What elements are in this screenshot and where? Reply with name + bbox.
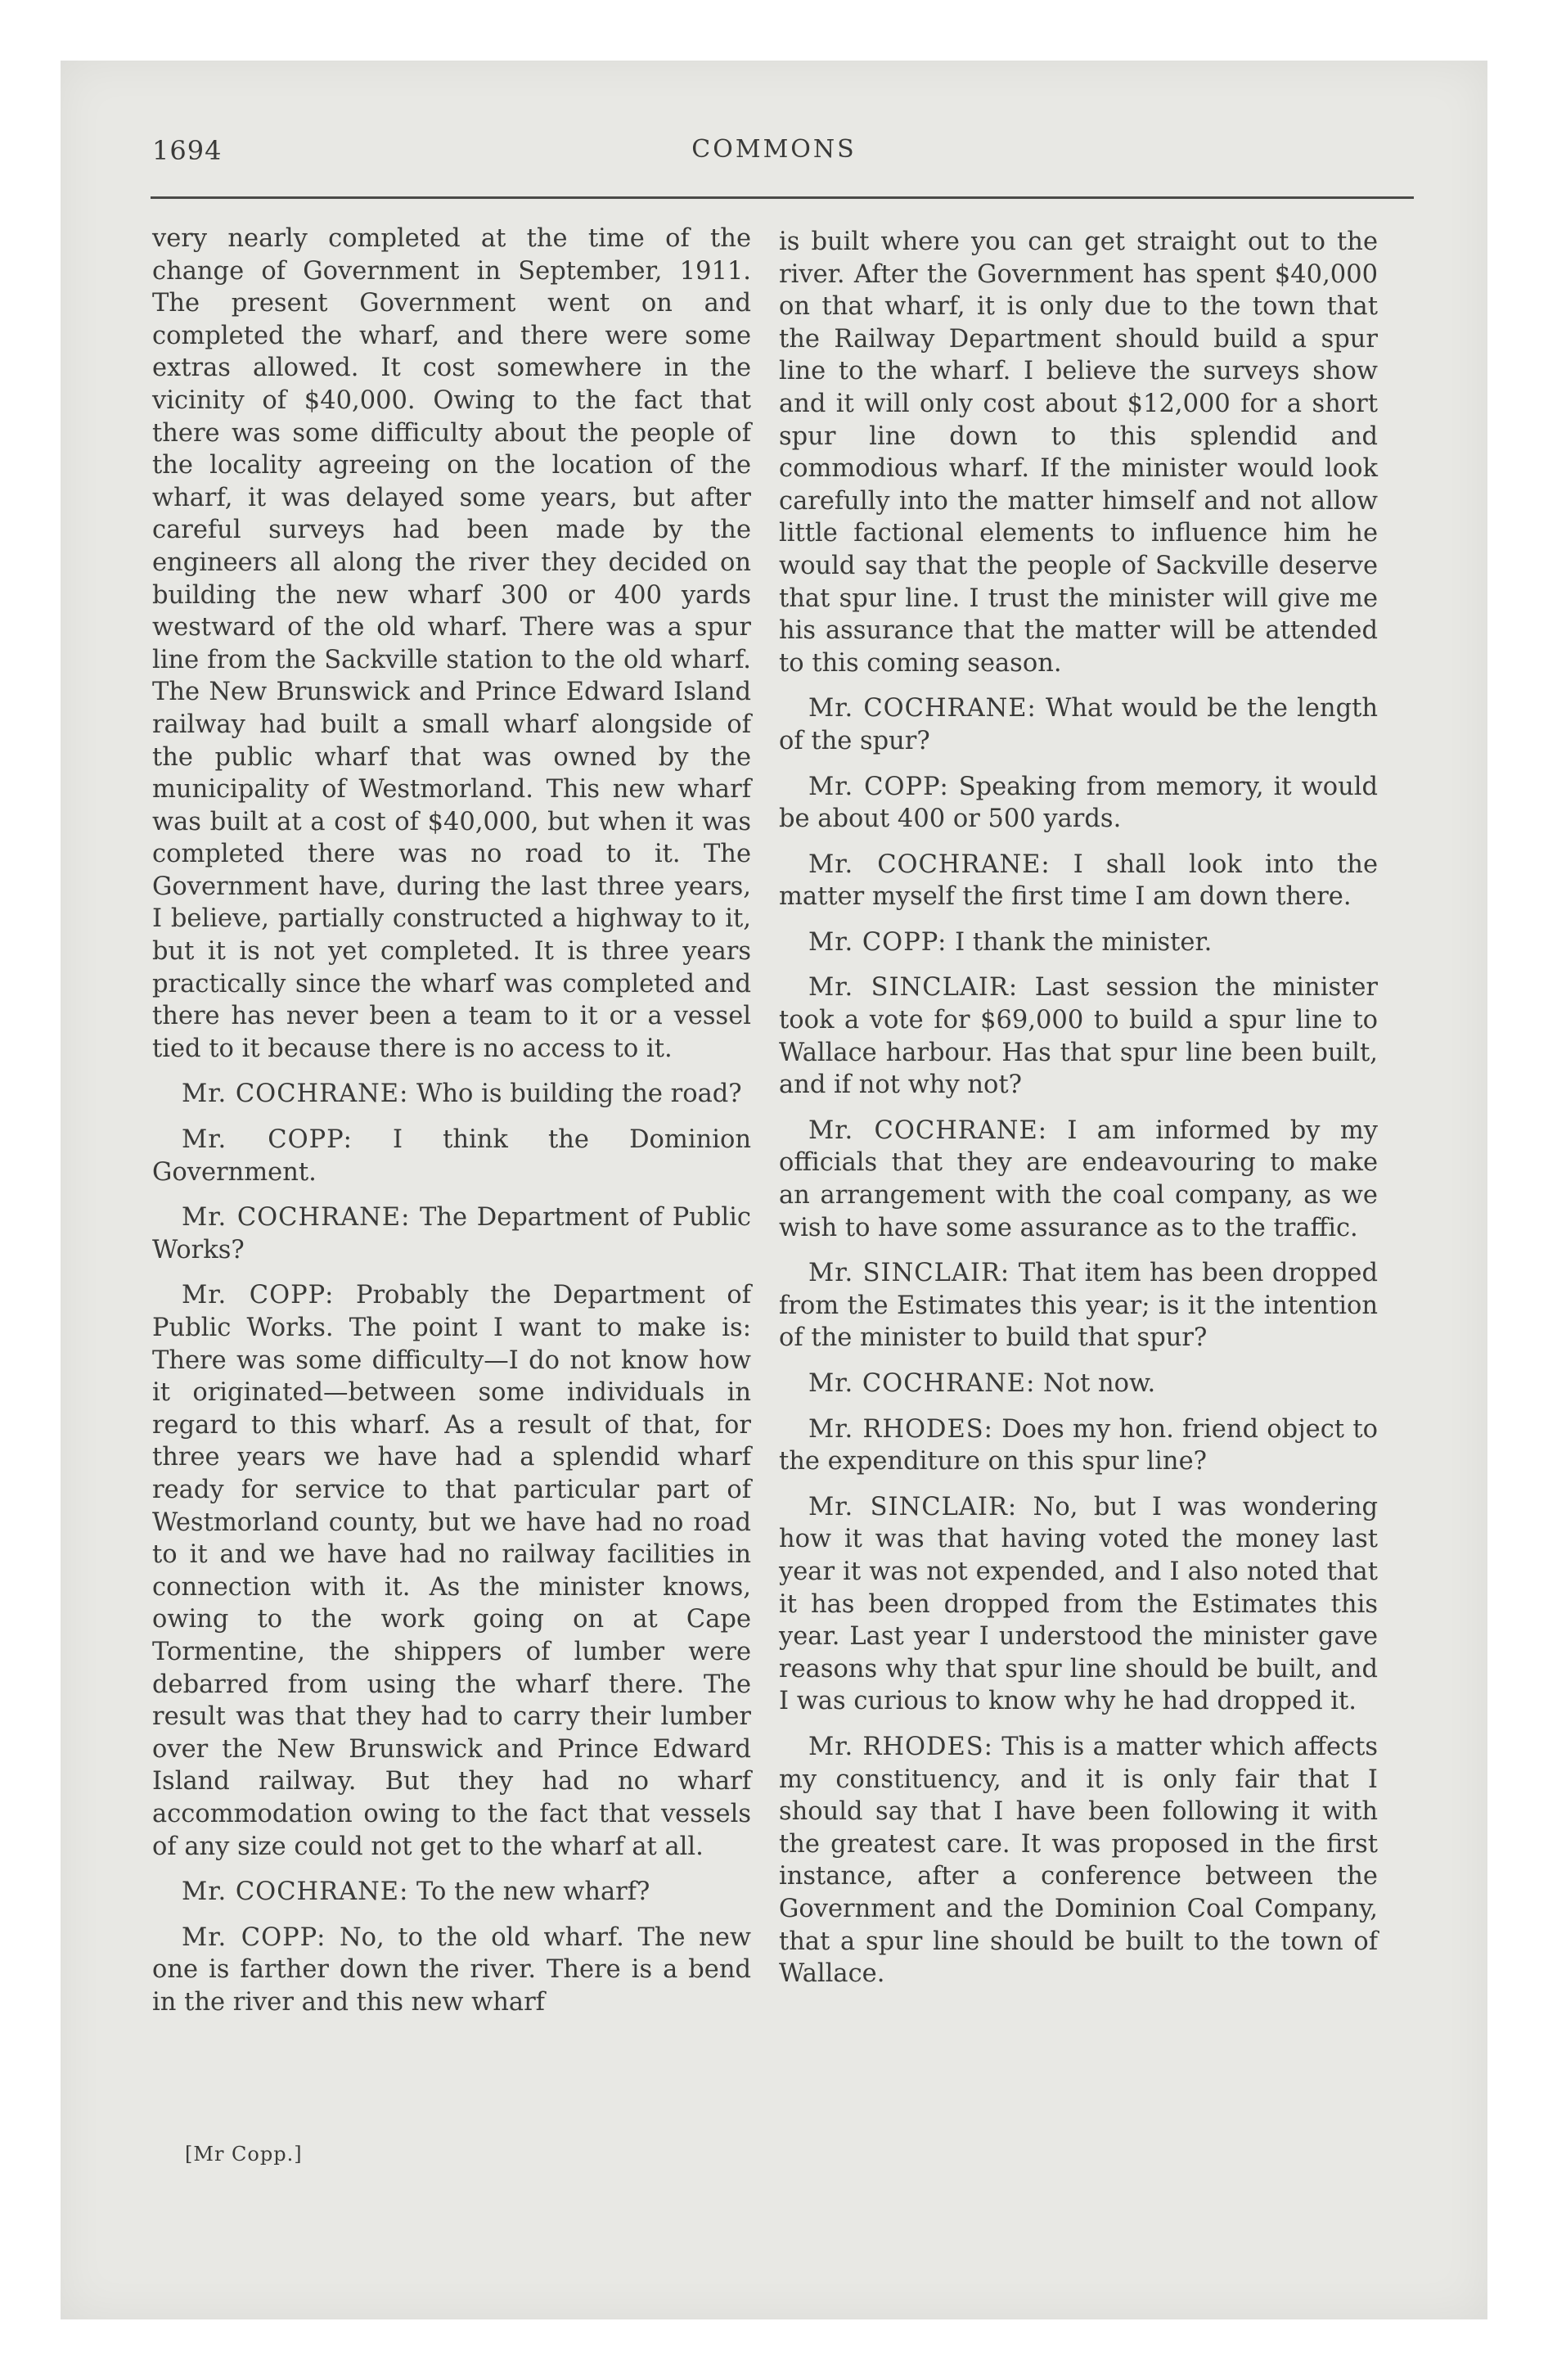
paragraph-text: I think the Dominion Government. [152, 1125, 751, 1187]
paragraph [779, 971, 1378, 1101]
paragraph [152, 1078, 751, 1111]
paragraph [152, 1876, 751, 1909]
paragraph-text: is built where you can get straight out to the river. After the Government has spent $40,000 on that wharf, it is only due to the town that the Railway Department should build a spur line to the wharf. I believe the surveys show and it will only cost about $12,000 for a short spur line down to this splendid and commodious wharf. If the minister would look carefully into the matter himself and not allow little factional elements to influence him he would say that the people of Sackville deserve that spur line. I trust the minister will give me his assurance that the matter will be attended to this coming season. [779, 228, 1378, 678]
speaker-name: Mr. COPP: [808, 927, 947, 957]
paragraph-text: I am informed by my officials that they are endeavouring to make an arrangement with the coal company, as we wish to have some assurance as to the traffic. [779, 1116, 1378, 1242]
paragraph-text: The Department of Public Works? [152, 1203, 751, 1264]
speaker-name: Mr. SINCLAIR: [808, 973, 1019, 1003]
paragraph [152, 1201, 751, 1266]
speaker-name: Mr. COPP: [182, 1125, 353, 1155]
paragraph-text: Probably the Department of Public Works. The point I want to make is: There was some difficulty—I do not know how it originated—between some individuals in regard to this wharf. As a result of that, for three years we have had a splendid wharf ready for service to that particular part of Westmorland county, but we have had no road to it and we have had no railway facilities in connection with it. As the minister knows, owing to the work going on at Cape Tormentine, the shippers of lumber were debarred from using the wharf there. The result was that they had to carry their lumber over the New Brunswick and Prince Edward Island railway. But they had no wharf accommodation owing to the fact that vessels of any size could not get to the wharf at all. [152, 1281, 751, 1861]
page-number: 1694 [152, 135, 223, 166]
speaker-name: Mr. COCHRANE: [808, 1369, 1036, 1398]
speaker-reference: [Mr Copp.] [185, 2143, 303, 2166]
speaker-name: Mr. COPP: [182, 1281, 335, 1310]
speaker-name: Mr. COCHRANE: [808, 1116, 1048, 1145]
paragraph-text: That item has been dropped from the Estimates this year; is it the intention of the minister to build that spur? [779, 1259, 1378, 1353]
paragraph-text: Who is building the road? [408, 1080, 742, 1109]
paragraph [779, 692, 1378, 757]
paragraph [779, 1413, 1378, 1478]
speaker-name: Mr. COCHRANE: [182, 1080, 409, 1109]
speaker-name: Mr. COCHRANE: [182, 1877, 409, 1907]
speaker-name: Mr. COCHRANE: [808, 850, 1051, 879]
paragraph [152, 223, 751, 1065]
header-rule [151, 196, 1414, 199]
paragraph [779, 1257, 1378, 1355]
paragraph [779, 1368, 1378, 1400]
paragraph [779, 849, 1378, 913]
speaker-name: Mr. COPP: [808, 772, 949, 801]
paragraph-text: very nearly completed at the time of the change of Government in September, 1911. The present Government went on and completed the wharf, and there were some extras allowed. It cost somewhere in the vicinity of $40,000. Owing to the fact that there was some difficulty about the people of the locality agreeing on the location of the wharf, it was delayed some years, but after careful surveys had been made by the engineers all along the river they decided on building the new wharf 300 or 400 yards westward of the old wharf. There was a spur line from the Sackville station to the old wharf. The New Brunswick and Prince Edward Island railway had built a small wharf alongside of the public wharf that was owned by the municipality of Westmorland. This new wharf was built at a cost of $40,000, but when it was completed there was no road to it. The Government have, during the last three years, I believe, partially constructed a highway to it, but it is not yet completed. It is three years practically since the wharf was completed and there has never been a team to it or a vessel tied to it because there is no access to it. [152, 224, 751, 1063]
speaker-name: Mr. SINCLAIR: [808, 1492, 1018, 1521]
speaker-name: Mr. RHODES: [808, 1732, 993, 1761]
paragraph-text: Not now. [1035, 1369, 1156, 1398]
paragraph-text: Last session the minister took a vote for $69,000 to build a spur line to Wallace harbour. Has that spur line been built, and if not why not? [779, 973, 1378, 1100]
paragraph [779, 1491, 1378, 1718]
paragraph-text: Does my hon. friend object to the expenditure on this spur line? [779, 1414, 1378, 1476]
speaker-name: Mr. COPP: [182, 1922, 326, 1952]
paragraph [779, 771, 1378, 836]
right-column [779, 226, 1378, 2004]
speaker-name: Mr. RHODES: [808, 1414, 993, 1444]
paragraph [779, 926, 1378, 959]
paragraph [779, 1731, 1378, 1990]
running-head: COMMONS [691, 135, 857, 164]
paragraph-text: Speaking from memory, it would be about 400 or 500 yards. [779, 772, 1378, 834]
paragraph-text: This is a matter which affects my constituency, and it is only fair that I should say that I have been following it with the greatest care. It was proposed in the first instance, after a conference between the Government and the Dominion Coal Company, that a spur line should be built to the town of Wallace. [779, 1732, 1378, 1989]
paragraph-text: I thank the minister. [947, 927, 1213, 957]
paragraph-text: No, but I was wondering how it was that having voted the money last year it was not expended, and I also noted that it has been dropped from the Estimates this year. Last year I understood the minister gave reasons why that spur line should be built, and I was curious to know why he had dropped it. [779, 1492, 1378, 1716]
paragraph [152, 1922, 751, 2019]
paragraph-text: No, to the old wharf. The new one is farther down the river. There is a bend in the river and this new wharf [152, 1922, 751, 2017]
paragraph [779, 1115, 1378, 1244]
speaker-name: Mr. COCHRANE: [182, 1203, 411, 1233]
speaker-name: Mr. COCHRANE: [808, 694, 1037, 723]
paragraph [779, 226, 1378, 679]
paragraph [152, 1124, 751, 1188]
paragraph-text: I shall look into the matter myself the first time I am down there. [779, 850, 1378, 912]
paragraph-text: What would be the length of the spur? [779, 694, 1378, 755]
paragraph-text: To the new wharf? [408, 1877, 650, 1907]
speaker-name: Mr. SINCLAIR: [808, 1259, 1010, 1288]
left-column [152, 223, 751, 2031]
paragraph [152, 1279, 751, 1863]
